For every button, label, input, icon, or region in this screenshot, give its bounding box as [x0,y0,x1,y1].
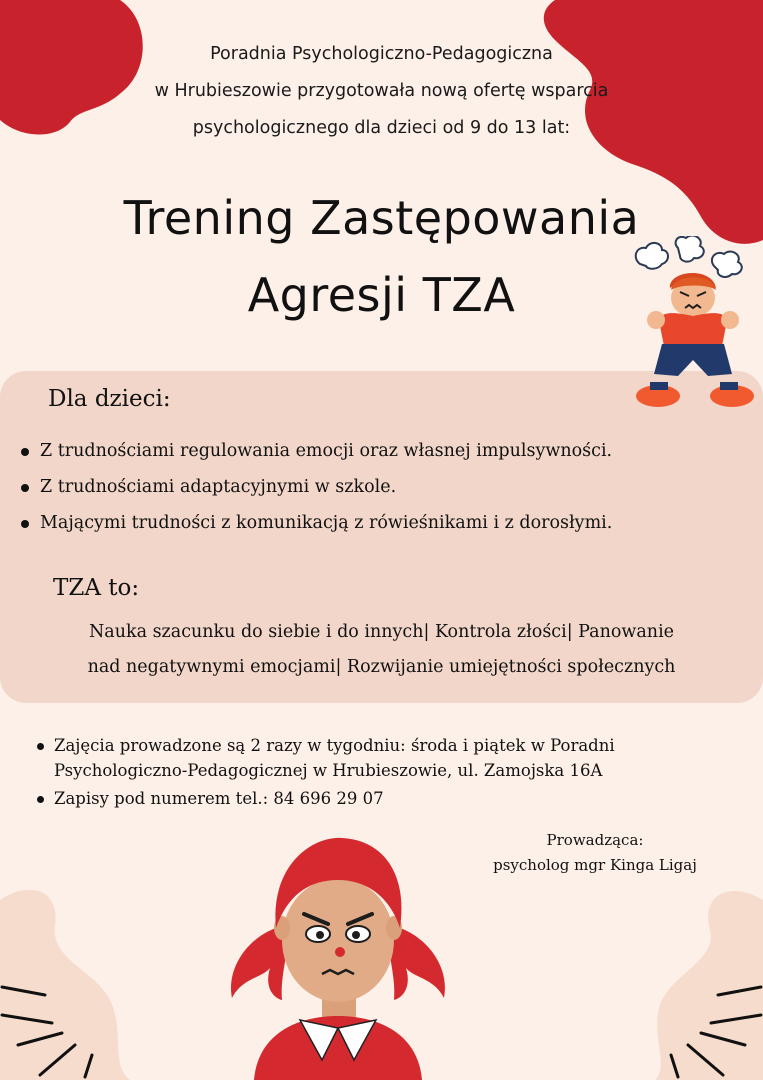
intro-line: w Hrubieszowie przygotowała nową ofertę wsparcia [154,81,609,101]
list-item: Z trudnościami adaptacyjnymi w szkole. [18,469,758,505]
info-line: Psychologiczno-Pedagogicznej w Hrubieszowie, ul. Zamojska 16A [54,761,603,780]
angry-boy-icon [628,236,758,412]
burst-lines-left-decoration [0,975,110,1080]
list-item: Z trudnościami regulowania emocji oraz własnej impulsywności. [18,433,758,469]
burst-lines-right-decoration [653,975,763,1080]
intro-text [60,36,703,147]
leader-name: psycholog mgr Kinga Ligaj [493,856,697,874]
tza-line: Nauka szacunku do siebie i do innych| Kontrola złości| Panowanie [88,622,675,642]
info-list [34,733,734,814]
list-item [34,733,734,783]
info-line: Zajęcia prowadzone są 2 razy w tygodniu: środa i piątek w Poradni [54,736,615,755]
for-kids-list [18,433,758,541]
leader-label: Prowadząca: [546,831,644,849]
info-line: Zapisy pod numerem tel.: 84 696 29 07 [54,789,384,808]
tza-description [10,615,753,685]
list-item [34,786,734,811]
title-line: Agresji TZA [247,268,516,322]
tza-heading: TZA to: [53,575,140,601]
list-item: Mającymi trudności z komunikacją z rówieśnikami i z dorosłymi. [18,505,758,541]
angry-girl-icon [218,828,458,1080]
tza-line: nad negatywnymi emocjami| Rozwijanie umiejętności społecznych [87,657,676,677]
intro-line: psychologicznego dla dzieci od 9 do 13 lat: [192,118,571,138]
leader-block [470,828,720,878]
title-line: Trening Zastępowania [123,191,640,245]
for-kids-heading: Dla dzieci: [48,386,171,412]
intro-line: Poradnia Psychologiczno-Pedagogiczna [210,44,553,64]
